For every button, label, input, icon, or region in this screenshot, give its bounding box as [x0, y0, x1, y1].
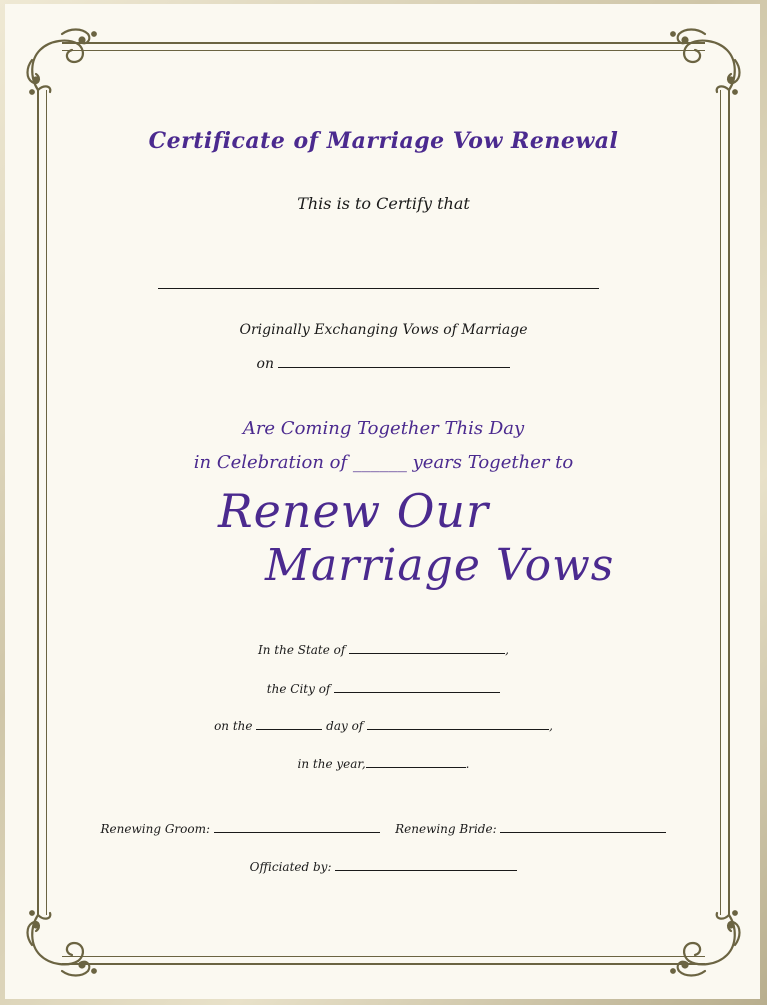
year-label: in the year, [297, 757, 366, 771]
state-row [0, 643, 767, 657]
day-of-label: day of [326, 719, 364, 733]
corner-ornament-bottom-right [665, 905, 745, 985]
border-inner-right [720, 90, 721, 915]
coming-together-line: Are Coming Together This Day [242, 418, 525, 439]
state-suffix: , [505, 643, 509, 657]
officiant-signature-blank [335, 869, 517, 871]
headline-marriage-vows: Marriage Vows [265, 540, 615, 591]
original-date-blank [278, 366, 510, 368]
officiant-row [0, 860, 767, 874]
day-suffix: , [549, 719, 553, 733]
border-outer-left [37, 90, 39, 915]
corner-ornament-bottom-left [22, 905, 102, 985]
bride-label: Renewing Bride: [395, 822, 497, 836]
border-outer-bottom [62, 963, 705, 965]
border-inner-bottom [62, 956, 705, 957]
year-row [0, 757, 767, 771]
certify-line: This is to Certify that [297, 194, 470, 213]
corner-ornament-top-right [665, 20, 745, 100]
names-blank-line [158, 288, 599, 289]
border-outer-right [728, 90, 730, 915]
border-inner-top [62, 50, 705, 51]
signatures-row [0, 822, 767, 836]
month-blank [367, 728, 549, 730]
day-row [0, 719, 767, 733]
on-the-label: on the [214, 719, 253, 733]
state-label: In the State of [257, 643, 346, 657]
groom-signature-blank [214, 831, 380, 833]
officiated-label: Officiated by: [249, 860, 332, 874]
groom-label: Renewing Groom: [100, 822, 211, 836]
city-row [0, 682, 767, 696]
on-label: on [256, 356, 274, 372]
years-blank: ______ [352, 452, 407, 473]
headline-renew-our: Renew Our [218, 484, 490, 538]
state-blank [349, 652, 505, 654]
day-blank [256, 728, 322, 730]
original-date-row [0, 356, 767, 372]
year-blank [366, 766, 466, 768]
city-label: the City of [266, 682, 331, 696]
border-inner-left [46, 90, 47, 915]
corner-ornament-top-left [22, 20, 102, 100]
bride-signature-blank [500, 831, 666, 833]
border-outer-top [62, 42, 705, 44]
year-suffix: . [465, 757, 470, 771]
certificate-title: Certificate of Marriage Vow Renewal [148, 128, 619, 154]
celebration-prefix: in Celebration of [193, 452, 348, 473]
celebration-suffix: years Together to [412, 452, 574, 473]
celebration-line [0, 452, 767, 473]
city-blank [334, 691, 500, 693]
originally-line: Originally Exchanging Vows of Marriage [239, 322, 528, 338]
